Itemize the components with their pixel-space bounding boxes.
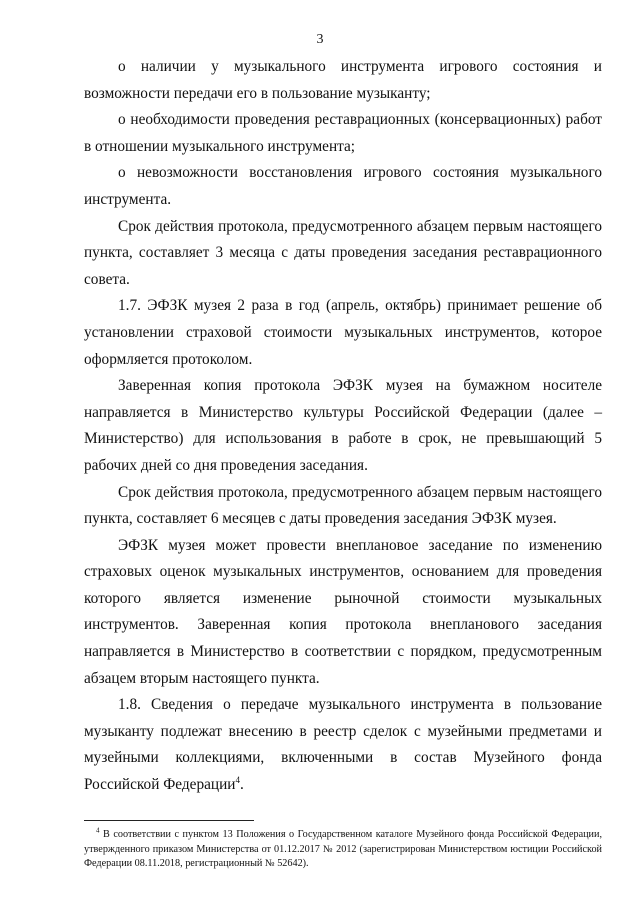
paragraph-4: Срок действия протокола, предусмотренного абзацем первым настоящего пункта, составляет 3 месяца с даты проведения заседания реставрационного совета. xyxy=(84,217,602,288)
paragraph-5: 1.7. ЭФЗК музея 2 раза в год (апрель, октябрь) принимает решение об установлении страховой стоимости музыкальных инструментов, которое оформляется протоколом. xyxy=(84,297,602,368)
paragraph-7: Срок действия протокола, предусмотренного абзацем первым настоящего пункта, составляет 6 месяцев с даты проведения заседания ЭФЗК музея. xyxy=(84,483,602,528)
footnote xyxy=(84,828,602,872)
paragraph-1: о наличии у музыкального инструмента игрового состояния и возможности передачи его в пользование музыканту; xyxy=(84,58,602,102)
paragraph-6: Заверенная копия протокола ЭФЗК музея на бумажном носителе направляется в Министерство культуры Российской Федерации (далее – Министерство) для использования в работе в срок, не превышающий 5 рабочих дней со дня проведения заседания. xyxy=(84,377,602,474)
footnote-reference[interactable]: 4 xyxy=(235,774,240,785)
document-body xyxy=(84,54,602,799)
footnote-text: В соответствии с пунктом 13 Положения о Государственном каталоге Музейного фонда Российской Федерации, утвержденного приказом Министерства от 01.12.2017 № 2012 (зарегистрирован Министерством юстиции Российской Федерации 08.11.2018, регистрационный № 52642). xyxy=(84,829,602,869)
paragraph-9-text: 1.8. Сведения о передаче музыкального инструмента в пользование музыканту подлежат внесению в реестр сделок с музейными предметами и музейными коллекциями, включенными в состав Музейного фонда Российской Федерации xyxy=(84,696,602,794)
paragraph-9: 1.8. Сведения о передаче музыкального инструмента в пользование музыканту подлежат внесению в реестр сделок с музейными предметами и музейными коллекциями, включенными в состав Музейного фонда Российской Федерации$^4$. xyxy=(84,696,602,794)
footnote-marker: 4 xyxy=(96,826,100,835)
paragraph-3: о невозможности восстановления игрового состояния музыкального инструмента. xyxy=(84,164,602,208)
paragraph-8: ЭФЗК музея может провести внеплановое заседание по изменению страховых оценок музыкальных инструментов, основанием для проведения которого является изменение рыночной стоимости музыкальных инструментов. Заверенная копия протокола внепланового заседания направляется в Министерство в соответствии с порядком, предусмотренным абзацем вторым настоящего пункта. xyxy=(84,536,602,687)
paragraph-2: о необходимости проведения реставрационных (консервационных) работ в отношении музыкального инструмента; xyxy=(84,111,602,155)
footnote-divider xyxy=(84,820,254,821)
page-number: 3 xyxy=(316,32,324,47)
